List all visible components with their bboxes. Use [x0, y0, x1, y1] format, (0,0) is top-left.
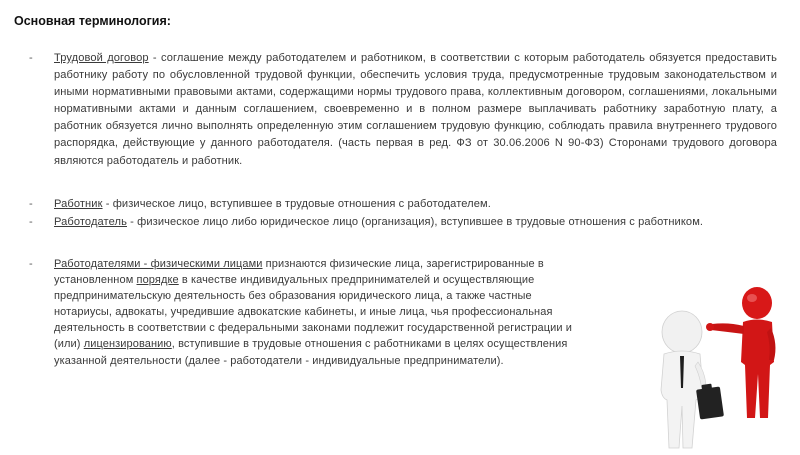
list-item: [29, 214, 777, 231]
page-title: Основная терминология:: [14, 14, 171, 28]
bullet-marker: -: [29, 258, 33, 270]
term-definition-part: , вступившие в трудовые отношения с работниками в целях осуществления указанной деятельности (далее - работодатели - индивидуальные предприниматели).: [54, 338, 568, 367]
term-label: Работник: [54, 198, 103, 210]
term-definition: - физическое лицо, вступившее в трудовые отношения с работодателем.: [102, 198, 491, 210]
white-figure: [661, 311, 724, 448]
term-label: Работодатель: [54, 216, 127, 228]
term-definition: - соглашение между работодателем и работником, в соответствии с которым работодатель обязуется предоставить работнику работу по обусловленной трудовой функции, обеспечить условия труда, предусмотренные трудовым законодательством и иными нормативными правовыми актами, содержащими нормы трудового права, коллективным договором, соглашениями, локальными нормативными актами и данным соглашением, своевременно и в полном размере выплачивать работнику заработную плату, а работник обязуется лично выполнять определенную этим соглашением трудовую функцию, соблюдать правила внутреннего трудового распорядка, действующие у данного работодателя. (часть первая в ред. ФЗ от 30.06.2006 N 90-ФЗ) Сторонами трудового договора являются работодатель и работник.: [54, 52, 777, 167]
term-label: Трудовой договор: [54, 52, 149, 64]
bullet-marker: -: [29, 216, 33, 228]
term-definition-part: признаются физические лица, зарегистрированные в установленном: [54, 258, 544, 287]
bullet-marker: -: [29, 52, 33, 64]
term-definition-part: в качестве индивидуальных предпринимателей и осуществляющие предпринимательскую деятельность без образования юридического лица, а также частные нотариусы, адвокаты, учредившие адвокатские кабинеты, и иные лица, чья профессиональная деятельность в соответствии с федеральными законами подлежит государственной регистрации и (или): [54, 274, 573, 351]
licensing-link[interactable]: лицензированию: [83, 338, 172, 351]
bullet-marker: -: [29, 198, 33, 210]
pointing-figures-icon: [640, 270, 800, 450]
term-label: Работодателями - физическими лицами: [54, 258, 263, 270]
list-item: [29, 50, 777, 170]
order-link[interactable]: порядке: [136, 274, 179, 287]
term-definition: - физическое лицо либо юридическое лицо (организация), вступившее в трудовые отношения с работником.: [126, 216, 704, 228]
list-item: [29, 256, 584, 369]
list-item: [29, 196, 777, 213]
illustration: [640, 270, 800, 450]
